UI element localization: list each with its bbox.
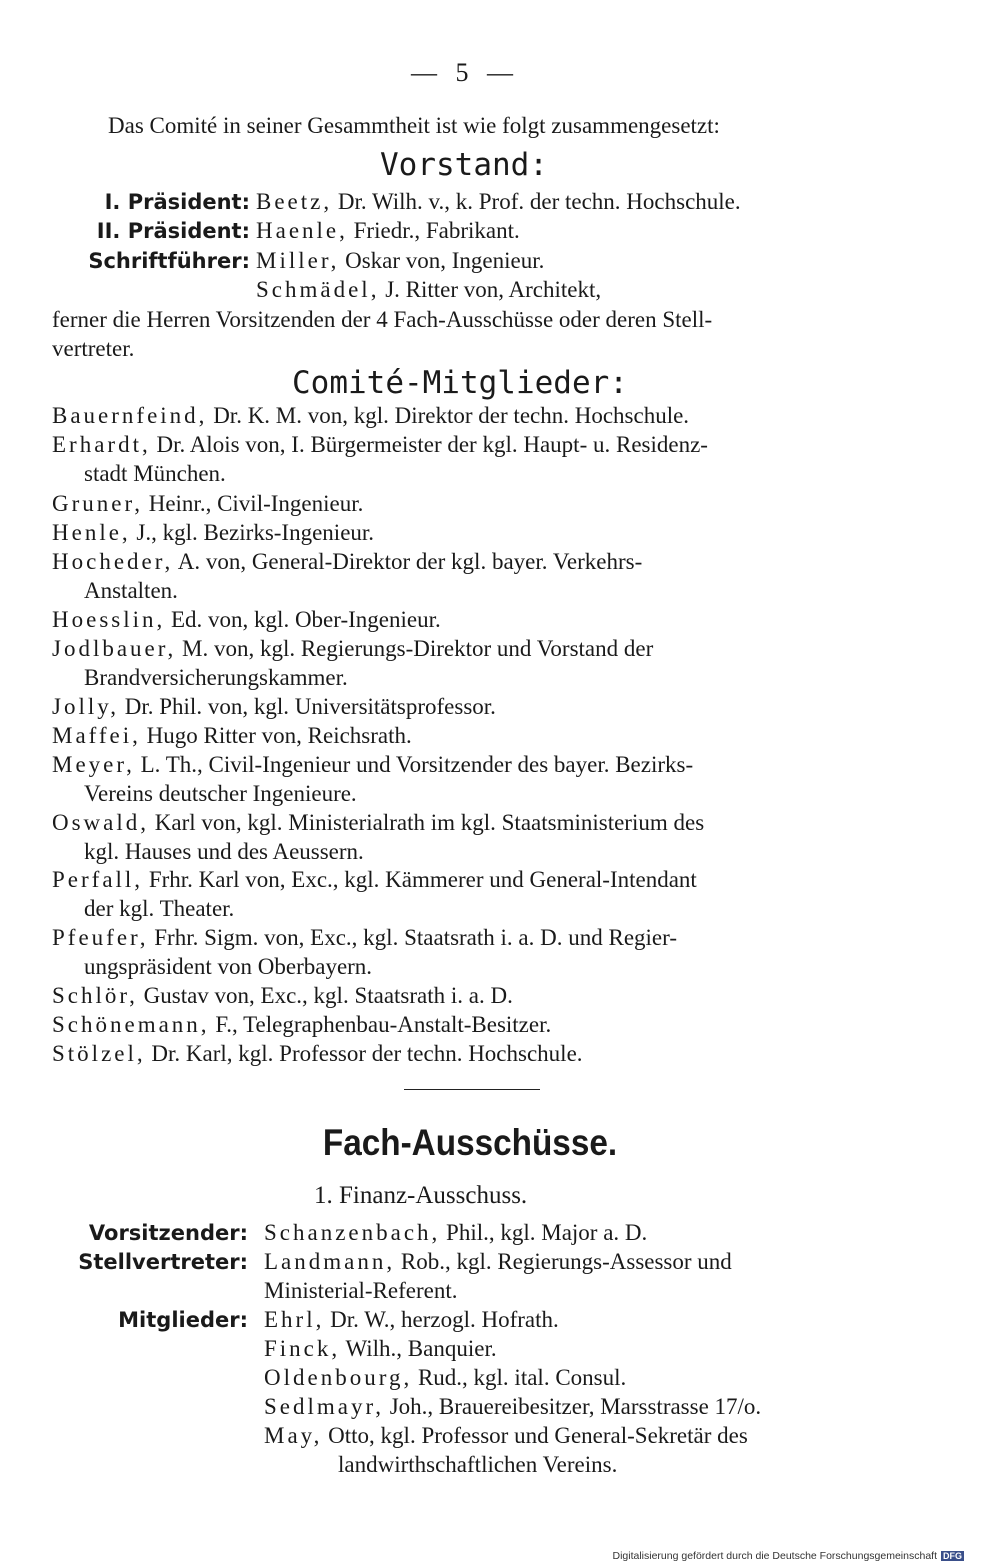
member-detail: Joh., Brauereibesitzer, Marsstrasse 17/o. xyxy=(383,1394,762,1419)
committee-member xyxy=(264,1393,761,1421)
member-continuation: ungspräsident von Oberbayern. xyxy=(84,954,373,979)
intro-text: Das Comité in seiner Gesammtheit ist wie folgt zusammengesetzt: xyxy=(108,113,720,138)
member-detail: Frhr. Sigm. von, Exc., kgl. Staatsrath i. a. D. und Regier- xyxy=(148,925,677,950)
member-name: Finck, xyxy=(264,1336,341,1361)
member-entry xyxy=(52,402,689,430)
member-name: Jodlbauer, xyxy=(52,636,177,661)
member-continuation: kgl. Hauses und des Aeussern. xyxy=(84,839,364,864)
member-entry xyxy=(52,982,513,1010)
fach-heading: Fach-Ausschüsse. xyxy=(322,1122,618,1163)
member-continuation: der kgl. Theater. xyxy=(84,896,235,921)
entry-name: Landmann, xyxy=(264,1249,396,1274)
member-entry xyxy=(52,606,441,634)
member-detail: Dr. Karl, kgl. Professor der techn. Hochschule. xyxy=(145,1041,583,1066)
member-entry xyxy=(52,1011,551,1039)
committee-member xyxy=(264,1364,626,1392)
member-entry xyxy=(52,548,642,576)
member-name: Ehrl, xyxy=(264,1307,325,1332)
credit-text: Digitalisierung gefördert durch die Deutsche Forschungsgemeinschaft xyxy=(612,1550,937,1562)
member-name: Henle, xyxy=(52,520,131,545)
entry-name: Schmädel, xyxy=(256,277,380,302)
member-detail: Wilh., Banquier. xyxy=(340,1336,497,1361)
member-entry xyxy=(52,693,496,721)
vorstand-heading: Vorstand: xyxy=(380,147,548,183)
deputy-continuation: Ministerial-Referent. xyxy=(264,1278,458,1303)
member-detail: Ed. von, kgl. Ober-Ingenieur. xyxy=(165,607,441,632)
committee-member-continuation: landwirthschaftlichen Vereins. xyxy=(338,1452,618,1477)
member-detail: Hugo Ritter von, Reichsrath. xyxy=(140,723,412,748)
deputy-entry xyxy=(264,1248,732,1276)
member-name: Pfeufer, xyxy=(52,925,149,950)
entry-detail: Rob., kgl. Regierungs-Assessor und xyxy=(395,1249,732,1274)
member-entry xyxy=(52,924,677,952)
member-name: Perfall, xyxy=(52,867,144,892)
comite-heading: Comité-Mitglieder: xyxy=(292,365,628,401)
member-continuation: Brandversicherungskammer. xyxy=(84,665,348,690)
member-detail: Rud., kgl. ital. Consul. xyxy=(412,1365,627,1390)
member-entry xyxy=(52,809,704,837)
chairman-label: Vorsitzender: xyxy=(88,1221,248,1245)
digitization-credit xyxy=(612,1550,964,1562)
page-number: — 5 — xyxy=(411,58,519,87)
committee-member xyxy=(264,1422,748,1450)
entry-name: Haenle, xyxy=(256,218,348,243)
president-1-label: I. Präsident: xyxy=(104,190,250,214)
dfg-logo: DFG xyxy=(943,1551,962,1561)
member-detail: L. Th., Civil-Ingenieur und Vorsitzender des bayer. Bezirks- xyxy=(134,752,694,777)
entry-name: Schanzenbach, xyxy=(264,1220,441,1245)
member-detail: Dr. Phil. von, kgl. Universitätsprofessor. xyxy=(119,694,496,719)
vorstand-note-line-1: ferner die Herren Vorsitzenden der 4 Fach-Ausschüsse oder deren Stell- xyxy=(52,307,713,332)
entry-detail: Phil., kgl. Major a. D. xyxy=(440,1220,648,1245)
member-detail: M. von, kgl. Regierungs-Direktor und Vorstand der xyxy=(176,636,654,661)
member-detail: Frhr. Karl von, Exc., kgl. Kämmerer und General-Intendant xyxy=(143,867,697,892)
secretary-label: Schriftführer: xyxy=(88,249,250,273)
member-entry xyxy=(52,431,708,459)
member-detail: Dr. W., herzogl. Hofrath. xyxy=(324,1307,559,1332)
member-detail: Dr. K. M. von, kgl. Direktor der techn. Hochschule. xyxy=(207,403,690,428)
member-entry xyxy=(52,1040,583,1068)
entry-detail: Dr. Wilh. v., k. Prof. der techn. Hochschule. xyxy=(332,189,741,214)
member-entry xyxy=(52,866,697,894)
entry-detail: Friedr., Fabrikant. xyxy=(347,218,520,243)
member-name: Sedlmayr, xyxy=(264,1394,384,1419)
members-label: Mitglieder: xyxy=(118,1308,248,1332)
member-name: May, xyxy=(264,1423,323,1448)
section-divider xyxy=(404,1089,540,1090)
member-continuation: Anstalten. xyxy=(84,578,178,603)
entry-detail: Oskar von, Ingenieur. xyxy=(339,248,545,273)
president-1-entry xyxy=(256,188,741,216)
member-detail: J., kgl. Bezirks-Ingenieur. xyxy=(130,520,375,545)
member-detail: Karl von, kgl. Ministerialrath im kgl. Staatsministerium des xyxy=(149,810,705,835)
member-entry xyxy=(52,722,412,750)
member-detail: Gustav von, Exc., kgl. Staatsrath i. a. D. xyxy=(137,983,513,1008)
chairman-entry xyxy=(264,1219,647,1247)
committee-member xyxy=(264,1335,497,1363)
entry-detail: J. Ritter von, Architekt, xyxy=(379,277,602,302)
member-name: Erhardt, xyxy=(52,432,151,457)
member-name: Schlör, xyxy=(52,983,138,1008)
member-continuation: Vereins deutscher Ingenieure. xyxy=(84,781,357,806)
deputy-label: Stellvertreter: xyxy=(78,1250,248,1274)
secretary-entry-2 xyxy=(256,276,601,304)
member-name: Hoesslin, xyxy=(52,607,166,632)
member-name: Bauernfeind, xyxy=(52,403,208,428)
entry-name: Beetz, xyxy=(256,189,333,214)
member-name: Oldenbourg, xyxy=(264,1365,413,1390)
member-entry xyxy=(52,635,653,663)
member-detail: Otto, kgl. Professor und General-Sekretär des xyxy=(322,1423,748,1448)
member-name: Schönemann, xyxy=(52,1012,210,1037)
member-name: Jolly, xyxy=(52,694,119,719)
member-name: Stölzel, xyxy=(52,1041,146,1066)
member-detail: F., Telegraphenbau-Anstalt-Besitzer. xyxy=(209,1012,552,1037)
member-name: Hocheder, xyxy=(52,549,174,574)
member-name: Meyer, xyxy=(52,752,135,777)
member-entry xyxy=(52,490,363,518)
member-detail: Dr. Alois von, I. Bürgermeister der kgl. Haupt- u. Residenz- xyxy=(150,432,708,457)
committee-member xyxy=(264,1306,559,1334)
member-detail: Heinr., Civil-Ingenieur. xyxy=(142,491,364,516)
member-entry xyxy=(52,751,693,779)
vorstand-note-line-2: vertreter. xyxy=(52,336,135,361)
entry-name: Miller, xyxy=(256,248,340,273)
member-entry xyxy=(52,519,374,547)
member-continuation: stadt München. xyxy=(84,461,226,486)
member-detail: A. von, General-Direktor der kgl. bayer. Verkehrs- xyxy=(173,549,643,574)
member-name: Maffei, xyxy=(52,723,141,748)
member-name: Gruner, xyxy=(52,491,143,516)
finanz-subheading: 1. Finanz-Ausschuss. xyxy=(314,1182,528,1209)
president-2-entry xyxy=(256,217,520,245)
member-name: Oswald, xyxy=(52,810,150,835)
president-2-label: II. Präsident: xyxy=(96,219,250,243)
secretary-entry-1 xyxy=(256,247,544,275)
